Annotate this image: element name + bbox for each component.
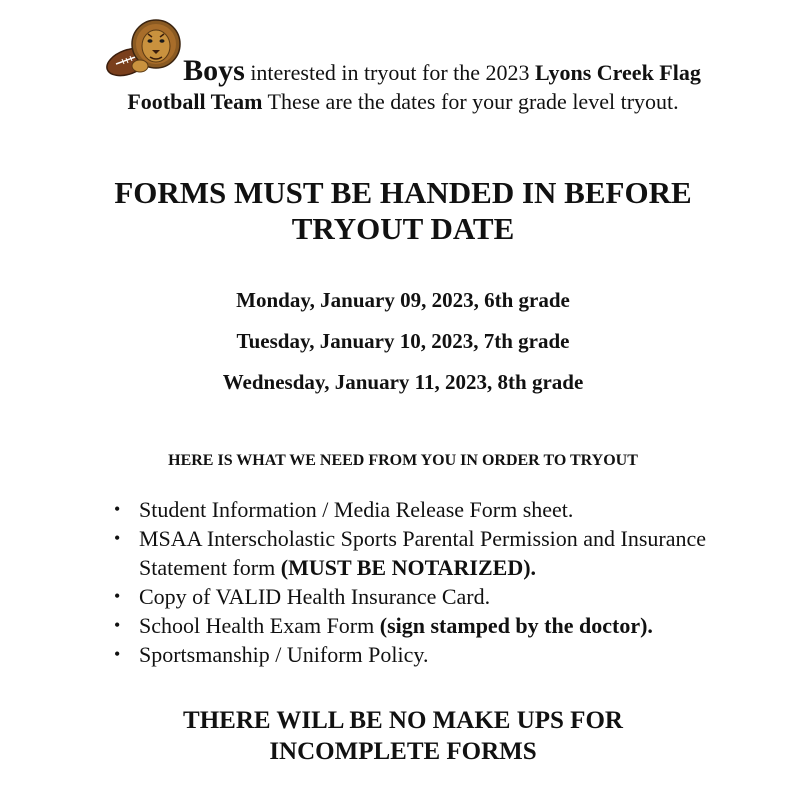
forms-deadline-heading [60, 175, 746, 247]
forms-heading-line-1: FORMS MUST BE HANDED IN BEFORE [114, 175, 692, 210]
tryout-dates [100, 285, 706, 408]
bullet-icon: • [114, 586, 121, 606]
bullet-icon: • [114, 615, 121, 635]
closing-notice [60, 705, 746, 767]
intro-team-name: Lyons Creek Flag Football Team [127, 60, 701, 114]
intro-boys: Boys [183, 54, 245, 87]
requirement-text: MSAA Interscholastic Sports Parental Permission and Insurance Statement form [139, 526, 707, 580]
list-item [112, 640, 712, 669]
requirement-text: Sportsmanship / Uniform Policy. [139, 642, 429, 667]
closing-line-1: THERE WILL BE NO MAKE UPS FOR [183, 707, 623, 734]
bullet-icon: • [114, 644, 121, 664]
tryout-date-8th-grade: Wednesday, January 11, 2023, 8th grade [222, 370, 584, 394]
list-item [112, 524, 712, 582]
requirements-list [112, 495, 712, 669]
requirement-text: Copy of VALID Health Insurance Card. [139, 584, 491, 609]
closing-line-2: INCOMPLETE FORMS [269, 738, 537, 765]
tryout-date-6th-grade: Monday, January 09, 2023, 6th grade [236, 288, 570, 312]
intro-text-1: interested in tryout for the 2023 [244, 60, 536, 85]
bullet-icon: • [114, 499, 121, 519]
requirement-text: Student Information / Media Release Form sheet. [139, 497, 574, 522]
list-item [112, 582, 712, 611]
intro-text-2: These are the dates for your grade level tryout. [262, 89, 679, 114]
tryout-date-7th-grade: Tuesday, January 10, 2023, 7th grade [236, 329, 570, 353]
requirement-bold-note: (sign stamped by the doctor). [379, 613, 653, 638]
forms-heading-line-2: TRYOUT DATE [291, 211, 515, 246]
list-item [112, 495, 712, 524]
requirement-bold-note: (MUST BE NOTARIZED). [280, 555, 537, 580]
requirements-heading: HERE IS WHAT WE NEED FROM YOU IN ORDER TO TRYOUT [168, 452, 638, 469]
intro-paragraph [100, 56, 706, 116]
requirement-text: School Health Exam Form [139, 613, 380, 638]
list-item [112, 611, 712, 640]
bullet-icon: • [114, 528, 121, 548]
